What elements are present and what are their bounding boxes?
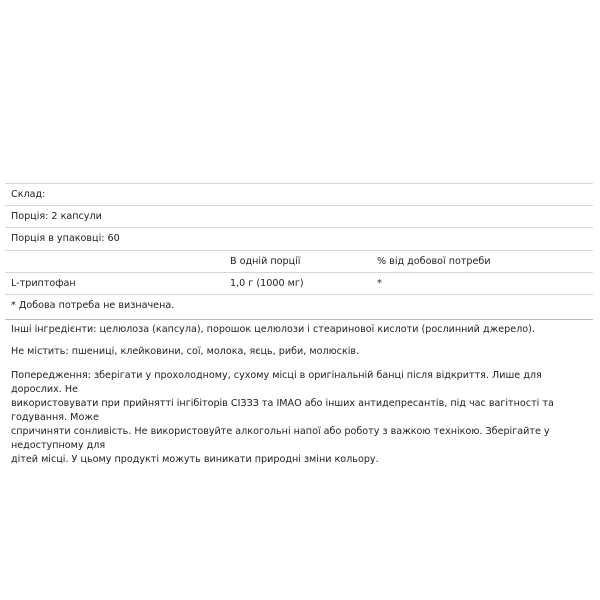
warning-line: використовувати при прийнятті інгібіторів СІЗЗЗ та ІМАО або інших антидепресантів, під час вагітності та годування. Може bbox=[11, 398, 554, 423]
other-ingredients: Інші інгредієнти: целюлоза (капсула), порошок целюлози і стеаринової кислоти (рослинний джерело). bbox=[11, 324, 535, 335]
column-header-daily-value: % від добової потреби bbox=[377, 256, 491, 267]
ingredient-amount: 1,0 г (1000 мг) bbox=[230, 278, 304, 289]
warning-text bbox=[5, 366, 593, 467]
product-notes bbox=[5, 319, 593, 467]
servings-per-pack-row bbox=[5, 227, 593, 250]
supplement-facts-table bbox=[5, 183, 593, 316]
daily-value-footnote: * Добова потреба не визначена. bbox=[11, 300, 175, 311]
servings-per-pack: Порція в упаковці: 60 bbox=[11, 233, 120, 244]
footnote-row bbox=[5, 294, 593, 316]
ingredient-daily-value: * bbox=[377, 278, 382, 289]
column-header-per-serving: В одній порції bbox=[230, 256, 301, 267]
warning-line: спричиняти сонливість. Не використовуйте алкогольні напої або роботу з важкою технікою. Зберігайте у недоступному для bbox=[11, 426, 550, 451]
allergen-free-statement: Не містить: пшениці, клейковини, сої, молока, яєць, риби, молюсків. bbox=[11, 346, 360, 357]
composition-label: Склад: bbox=[11, 189, 46, 200]
warning-line: Попередження: зберігати у прохолодному, сухому місці в оригінальній банці після відкриття. Лише для дорослих. Не bbox=[11, 370, 542, 395]
table-row bbox=[5, 272, 593, 294]
portion-row bbox=[5, 205, 593, 227]
warning-line: дітей місці. У цьому продукті можуть виникати природні зміни кольору. bbox=[11, 454, 379, 465]
ingredient-name: L-триптофан bbox=[11, 278, 76, 289]
composition-row bbox=[5, 183, 593, 205]
table-header-row bbox=[5, 250, 593, 272]
portion-size: Порція: 2 капсули bbox=[11, 211, 102, 222]
